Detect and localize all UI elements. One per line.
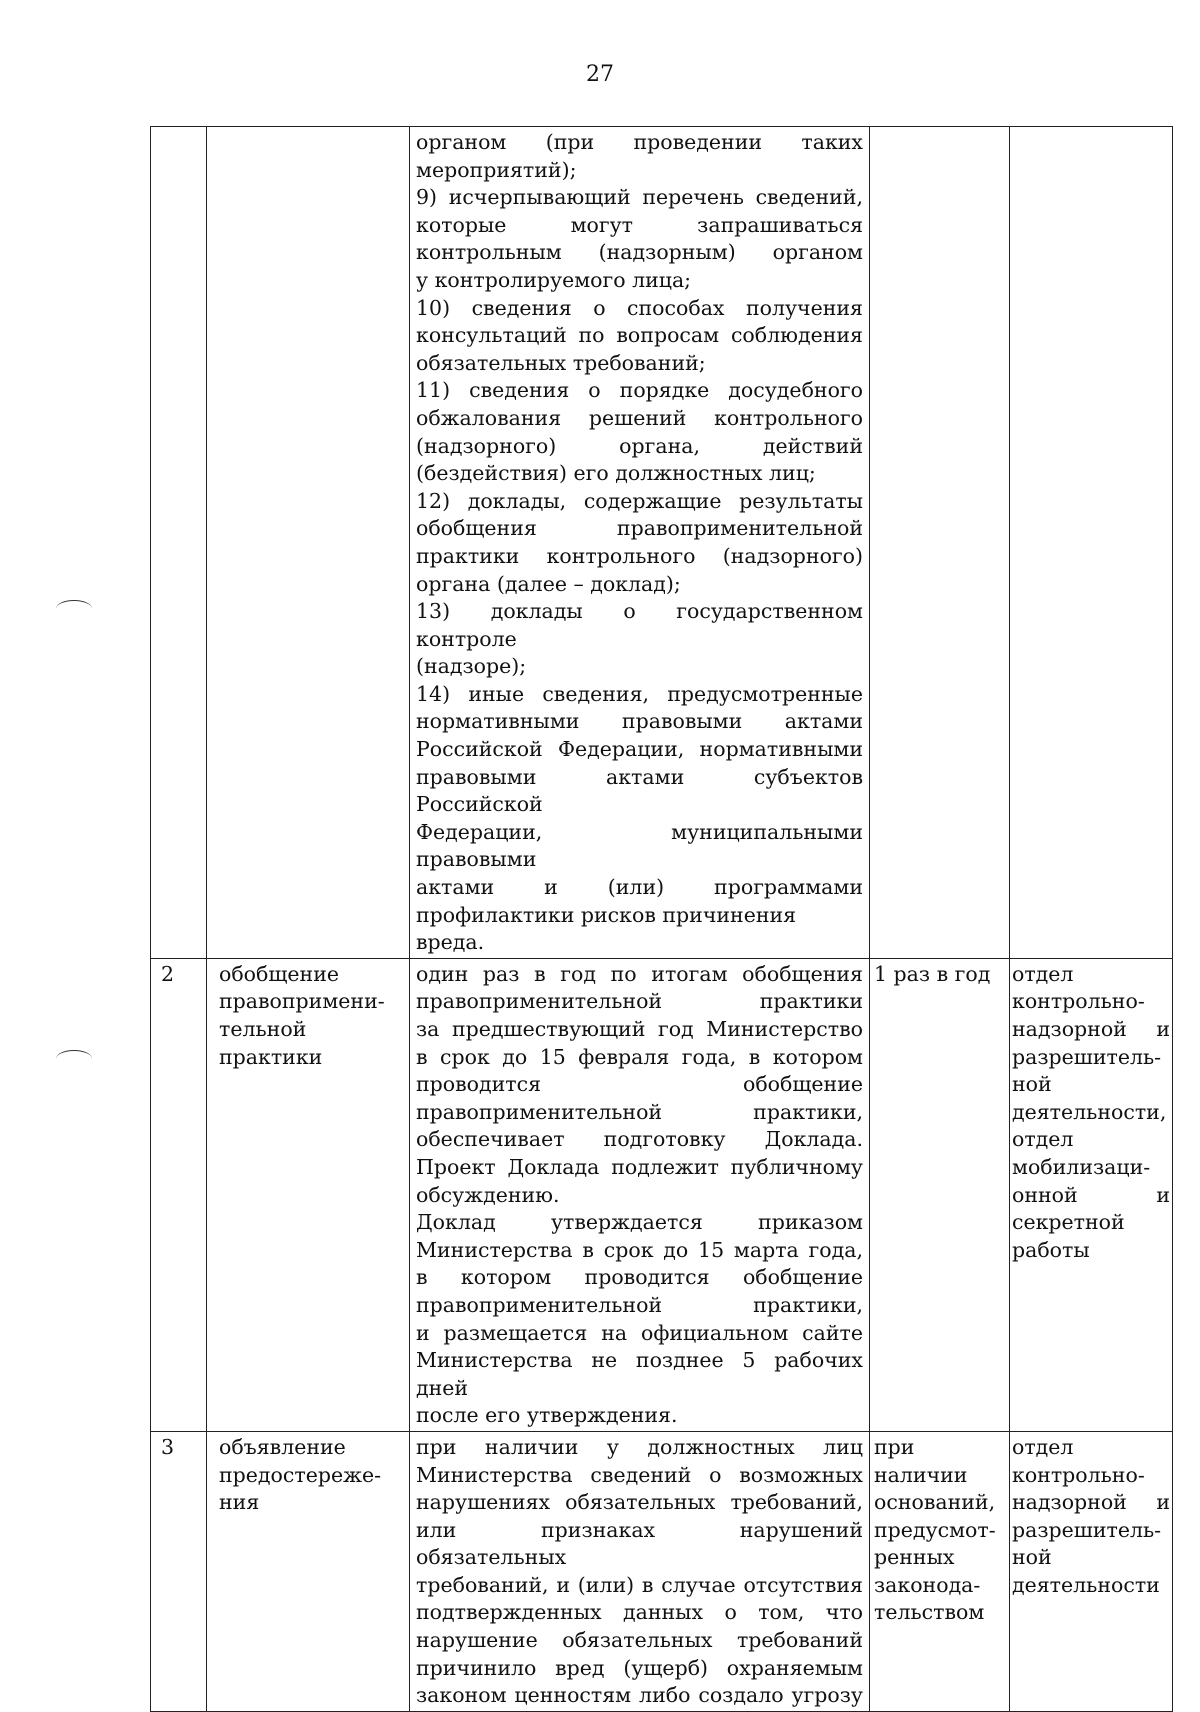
responsible-line: мобилизаци- <box>1012 1154 1151 1179</box>
measure-name-line: объявление <box>219 1434 346 1459</box>
measure-content-line: Доклад утверждается приказом <box>416 1210 863 1235</box>
measure-period-line: предусмот- <box>874 1517 996 1542</box>
measure-content-line: правоприменительной практики, <box>416 1292 863 1317</box>
measure-content-line: Министерства в срок до 15 марта года, <box>416 1237 863 1262</box>
measures-table-body <box>151 127 1173 1712</box>
measure-content-line: (бездействия) его должностных лиц; <box>416 461 816 486</box>
measure-content-line: профилактики рисков причинения вреда. <box>416 902 797 955</box>
measure-content-line: правовыми актами субъектов Российской <box>416 764 863 817</box>
measure-content-line: у контролируемого лица; <box>416 267 692 292</box>
responsible-line: ной <box>1012 1072 1052 1097</box>
measure-content-line: обобщения правоприменительной <box>416 516 863 541</box>
measure-content-line: обсуждению. <box>416 1182 560 1207</box>
measure-content-line: нарушение обязательных требований <box>416 1628 863 1653</box>
margin-mark <box>56 1050 92 1067</box>
responsible-line: контрольно- <box>1012 1462 1145 1487</box>
measure-content-line: 13) доклады о государственном контроле <box>416 599 863 651</box>
measures-table <box>150 126 1173 1712</box>
measure-content-line: подтвержденных данных о том, что <box>416 1600 863 1625</box>
measure-content-line: законом ценностям либо создало угрозу <box>416 1683 863 1708</box>
measure-content-line: актами и (или) программами <box>416 875 863 900</box>
measure-name-line: тельной <box>219 1017 307 1041</box>
responsible-line: деятельности, <box>1012 1099 1167 1124</box>
measure-period-line: 1 раз в год <box>874 961 991 986</box>
measure-period-line: оснований, <box>874 1490 996 1515</box>
table-row <box>151 958 1173 1431</box>
measure-name-cell <box>207 958 410 1431</box>
responsible-line: отдел <box>1012 1127 1074 1152</box>
measure-content-line: 14) иные сведения, предусмотренные <box>416 681 863 706</box>
measure-content-line: консультаций по вопросам соблюдения <box>416 323 863 348</box>
measure-content-line: за предшествующий год Министерство <box>416 1017 863 1041</box>
measure-name-cell <box>207 1431 410 1711</box>
measure-content-line: один раз в год по итогам обобщения <box>416 961 863 986</box>
measure-content-line: и размещается на официальном сайте <box>416 1320 863 1345</box>
table-row <box>151 127 1173 959</box>
responsible-line: деятельности <box>1012 1572 1160 1597</box>
responsible-line: разрешитель- <box>1012 1044 1162 1069</box>
measure-content-line: обязательных требований; <box>416 350 706 375</box>
measure-period-line: тельством <box>874 1600 985 1625</box>
measure-content-cell <box>410 127 870 959</box>
responsible-line: ной <box>1012 1545 1052 1570</box>
measure-content-line: 11) сведения о порядке досудебного <box>416 378 863 403</box>
responsible-line: онной и <box>1012 1182 1170 1207</box>
measure-name-line: правопримени- <box>219 989 385 1014</box>
measure-name-line: ния <box>219 1490 260 1515</box>
measure-content-line: при наличии у должностных лиц <box>416 1434 863 1459</box>
measure-period-cell <box>870 127 1010 959</box>
measure-content-cell <box>410 958 870 1431</box>
responsible-cell <box>1010 1431 1173 1711</box>
measure-name-line: практики <box>219 1044 323 1069</box>
measure-content-line: органом (при проведении таких <box>416 130 863 154</box>
measure-content-line: нарушениях обязательных требований, <box>416 1490 863 1515</box>
measure-name-line: предостереже- <box>219 1462 382 1487</box>
measure-content-line: после его утверждения. <box>416 1403 678 1428</box>
measure-content-line: обжалования решений контрольного <box>416 405 863 430</box>
measure-content-line: Федерации, муниципальными правовыми <box>416 819 863 872</box>
measure-content-line: контрольным (надзорным) органом <box>416 240 863 265</box>
responsible-line: контрольно- <box>1012 989 1145 1014</box>
measure-content-line: нормативными правовыми актами <box>416 709 863 734</box>
measure-period-cell <box>870 1431 1010 1711</box>
row-number-cell: 2 <box>151 958 207 1431</box>
margin-mark <box>56 600 92 617</box>
measure-content-line: Российской Федерации, нормативными <box>416 737 863 762</box>
measure-name-cell <box>207 127 410 959</box>
measure-content-line: обеспечивает подготовку Доклада. <box>416 1127 863 1152</box>
measure-content-line: (надзоре); <box>416 654 527 679</box>
measure-content-line: 10) сведения о способах получения <box>416 295 863 320</box>
measure-content-line: причинило вред (ущерб) охраняемым <box>416 1655 863 1680</box>
measure-content-line: мероприятий); <box>416 157 577 182</box>
measure-period-line: наличии <box>874 1462 968 1487</box>
measure-period-line: при <box>874 1434 915 1459</box>
measure-content-line: правоприменительной практики, <box>416 1099 863 1124</box>
row-number-cell <box>151 127 207 959</box>
measure-content-line: органа (далее – доклад); <box>416 571 681 596</box>
measure-period-line: законода- <box>874 1572 981 1597</box>
measure-content-line: в срок до 15 февраля года, в котором <box>416 1044 863 1069</box>
responsible-line: отдел <box>1012 1434 1074 1459</box>
measure-content-line: или признаках нарушений обязательных <box>416 1517 863 1570</box>
responsible-line: надзорной и <box>1012 1017 1170 1041</box>
page-number: 27 <box>586 62 614 87</box>
table-row <box>151 1431 1173 1711</box>
measure-content-line: Министерства не позднее 5 рабочих дней <box>416 1348 863 1400</box>
measure-content-line: в котором проводится обобщение <box>416 1265 863 1290</box>
measure-content-line: Министерства сведений о возможных <box>416 1462 863 1487</box>
measure-content-line: Проект Доклада подлежит публичному <box>416 1154 863 1179</box>
measure-content-line: требований, и (или) в случае отсутствия <box>416 1572 863 1597</box>
responsible-cell <box>1010 958 1173 1431</box>
measure-name-line: обобщение <box>219 961 340 986</box>
measure-content-line: 9) исчерпывающий перечень сведений, <box>416 185 863 210</box>
measure-content-line: которые могут запрашиваться <box>416 212 863 237</box>
responsible-cell <box>1010 127 1173 959</box>
measure-content-cell <box>410 1431 870 1711</box>
responsible-line: разрешитель- <box>1012 1517 1162 1542</box>
row-number-cell: 3 <box>151 1431 207 1711</box>
responsible-line: секретной <box>1012 1210 1125 1235</box>
responsible-line: надзорной и <box>1012 1490 1170 1515</box>
measure-content-line: (надзорного) органа, действий <box>416 433 863 458</box>
measures-table-wrapper <box>150 126 1172 1712</box>
measure-content-line: 12) доклады, содержащие результаты <box>416 488 863 513</box>
measure-period-line: ренных <box>874 1545 955 1570</box>
measure-content-line: проводится обобщение <box>416 1072 863 1097</box>
responsible-line: отдел <box>1012 961 1074 986</box>
measure-content-line: правоприменительной практики <box>416 989 863 1014</box>
measure-period-cell <box>870 958 1010 1431</box>
measure-content-line: практики контрольного (надзорного) <box>416 543 863 568</box>
responsible-line: работы <box>1012 1237 1090 1262</box>
